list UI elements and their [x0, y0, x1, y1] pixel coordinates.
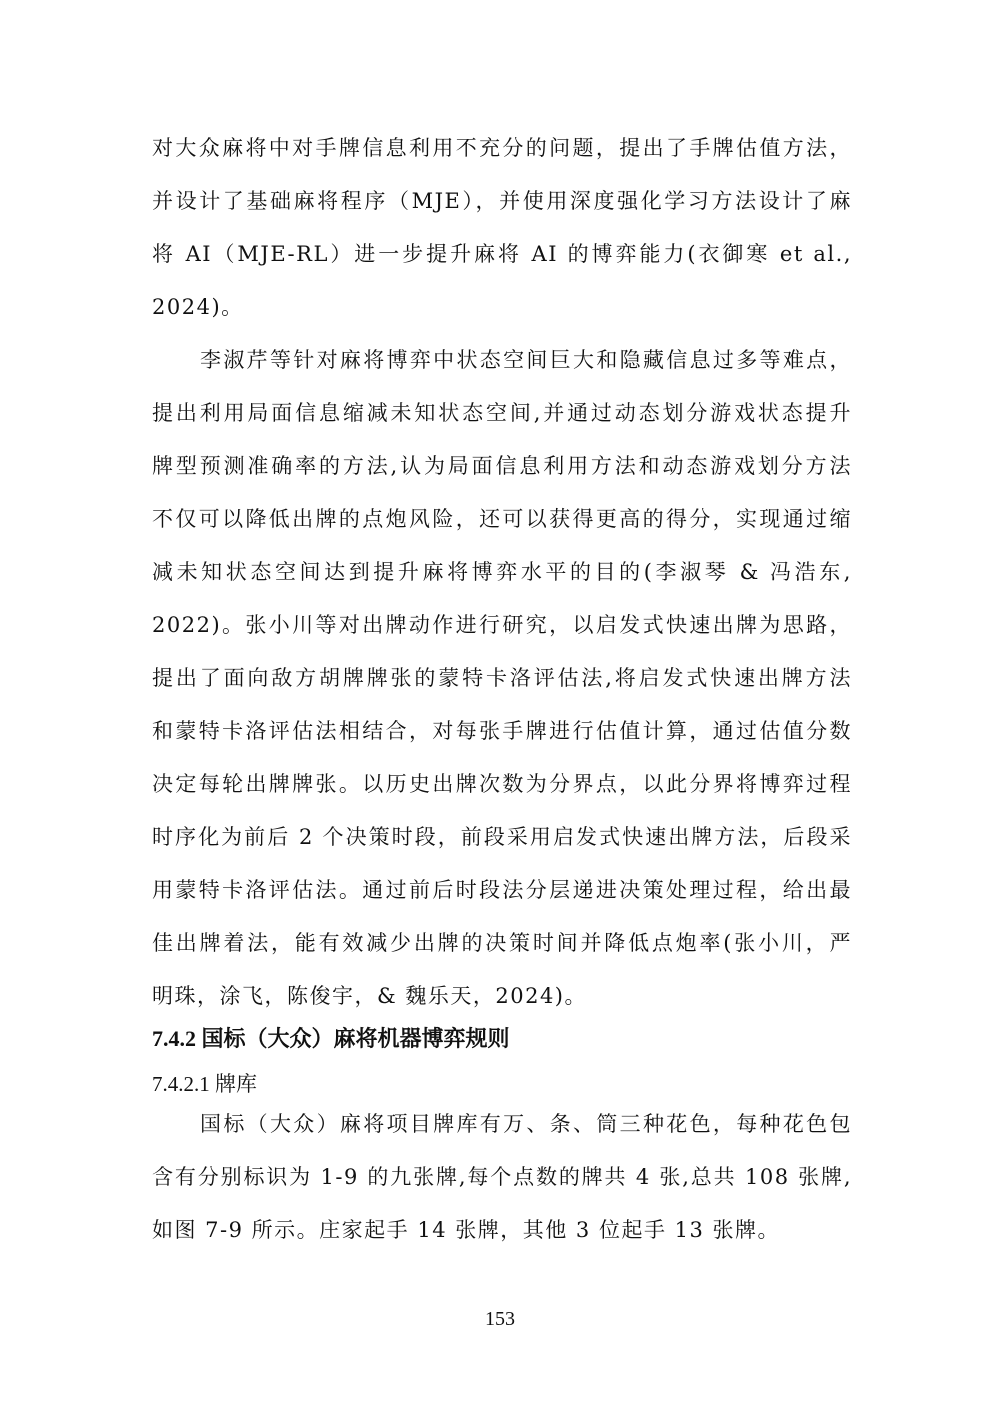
text-line: 含有分别标识为 1-9 的九张牌,每个点数的牌共 4 张,总共 108 张牌, [152, 1165, 852, 1189]
text-line: 明珠，涂飞，陈俊宇，& 魏乐天，2024)。 [152, 984, 588, 1008]
text-line: 如图 7-9 所示。庄家起手 14 张牌，其他 3 位起手 13 张牌。 [152, 1218, 781, 1242]
subsection-heading: 7.4.2.1 牌库 [152, 1072, 257, 1096]
section-heading: 7.4.2 国标（大众）麻将机器博弈规则 [152, 1026, 510, 1051]
text-line: 并设计了基础麻将程序（MJE），并使用深度强化学习方法设计了麻 [152, 189, 852, 213]
text-line: 提出了面向敌方胡牌牌张的蒙特卡洛评估法,将启发式快速出牌方法 [152, 666, 852, 690]
text-line: 2022)。张小川等对出牌动作进行研究，以启发式快速出牌为思路， [152, 613, 852, 637]
text-line: 李淑芹等针对麻将博弈中状态空间巨大和隐藏信息过多等难点， [200, 348, 852, 372]
text-line: 2024)。 [152, 295, 244, 319]
text-line: 佳出牌着法，能有效减少出牌的决策时间并降低点炮率(张小川，严 [152, 931, 852, 955]
text-line: 用蒙特卡洛评估法。通过前后时段法分层递进决策处理过程，给出最 [152, 878, 852, 902]
text-line: 国标（大众）麻将项目牌库有万、条、筒三种花色，每种花色包 [200, 1112, 852, 1136]
text-line: 不仅可以降低出牌的点炮风险，还可以获得更高的得分，实现通过缩 [152, 507, 852, 531]
text-line: 时序化为前后 2 个决策时段，前段采用启发式快速出牌方法，后段采 [152, 825, 852, 849]
text-line: 将 AI（MJE-RL）进一步提升麻将 AI 的博弈能力(衣御寒 et al., [152, 242, 852, 266]
text-line: 对大众麻将中对手牌信息利用不充分的问题，提出了手牌估值方法， [152, 136, 852, 160]
page-number: 153 [485, 1308, 515, 1330]
text-line: 提出利用局面信息缩减未知状态空间,并通过动态划分游戏状态提升 [152, 401, 852, 425]
text-line: 决定每轮出牌牌张。以历史出牌次数为分界点，以此分界将博弈过程 [152, 772, 852, 796]
text-line: 牌型预测准确率的方法,认为局面信息利用方法和动态游戏划分方法 [152, 454, 852, 478]
text-line: 减未知状态空间达到提升麻将博弈水平的目的(李淑琴 & 冯浩东, [152, 560, 852, 584]
text-line: 和蒙特卡洛评估法相结合，对每张手牌进行估值计算，通过估值分数 [152, 719, 852, 743]
